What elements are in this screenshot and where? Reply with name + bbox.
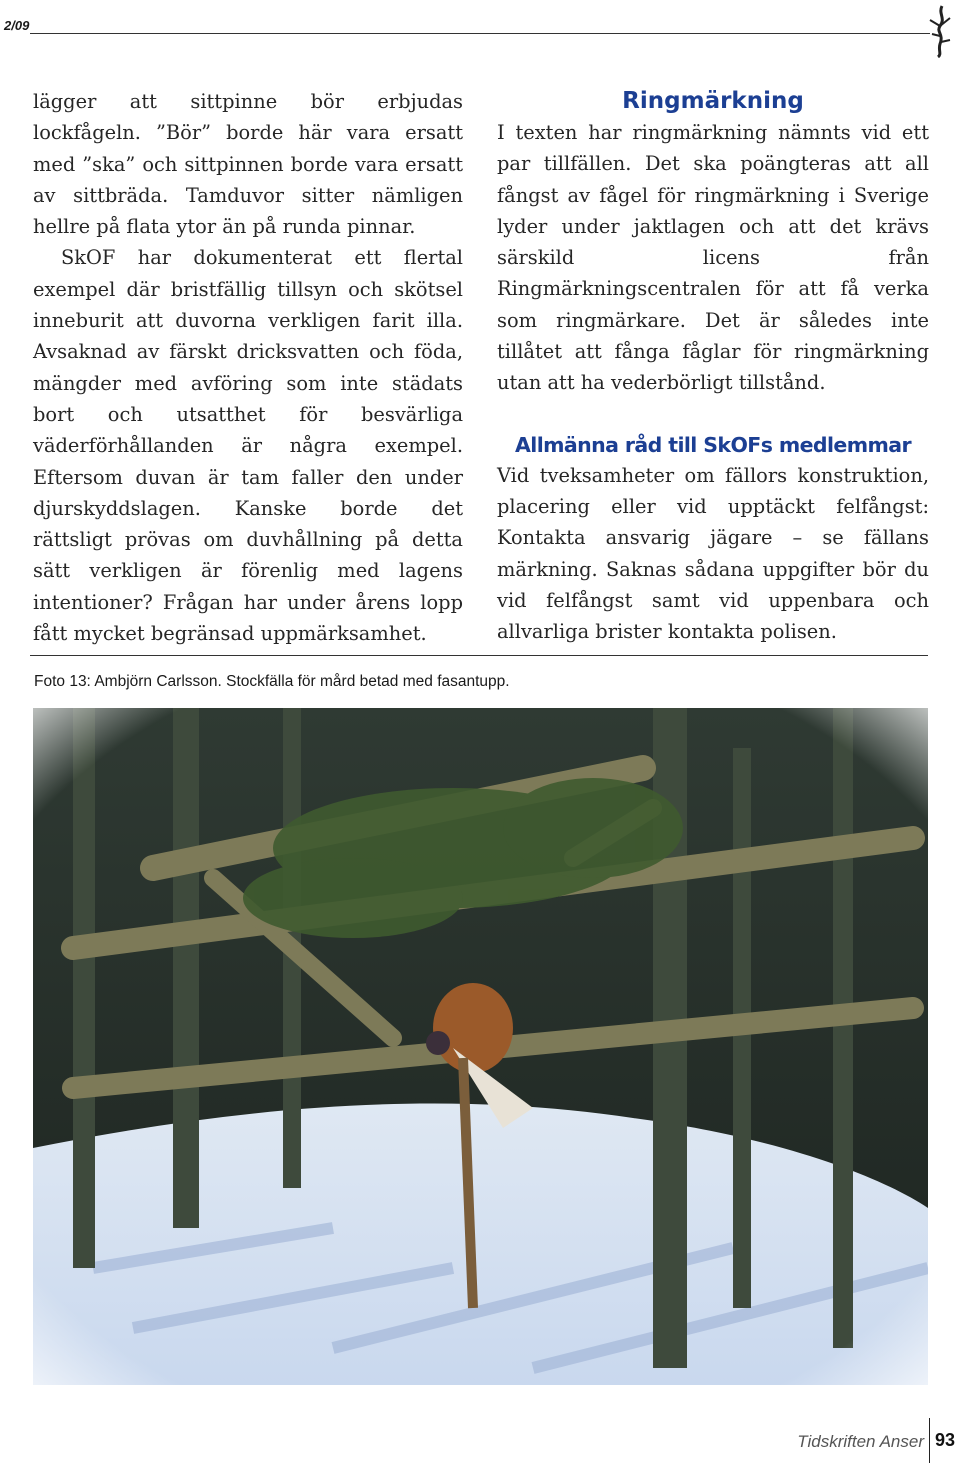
photo-caption: Foto 13: Ambjörn Carlsson. Stockfälla för mård betad med fasantupp. xyxy=(34,673,510,690)
issue-number: 2/09 xyxy=(4,18,30,33)
trap-photo xyxy=(33,708,928,1385)
heading-ringmarkning: Ringmärkning xyxy=(622,88,804,114)
right-paragraph-1: I texten har ringmärkning nämnts vid ett par tillfällen. Det ska poängteras att all fångst av fågel för ringmärkning i Sverige lyder under jaktlagen och att det krävs särskild licens från Ringmärkningscentralen för att få verka som ringmärkare. Det är således inte tillåtet att fånga fåglar för ringmärkning utan att ha vederbörligt tillstånd. xyxy=(497,121,929,395)
heading-allmanna-rad: Allmänna råd till SkOFs medlemmar xyxy=(515,432,911,457)
footer-divider xyxy=(929,1418,930,1463)
header-rule xyxy=(30,33,930,34)
left-paragraph-2: SkOF har dokumenterat ett flertal exempel där bristfällig tillsyn och skötsel inneburit att duvorna verkligen farit illa. Avsaknad av färskt dricksvatten och föda, mängder med avföring som inte städats bort och utsatthet för besvärliga väderförhållanden är några exempel. Eftersom duvan är tam faller den under djurskyddslagen. Kanske borde det rättsligt prövas om duvhållning på detta sätt verkligen är förenlig med lagens intentioner? Frågan har under årens lopp fått mycket begränsad uppmärksamhet. xyxy=(33,246,463,646)
right-column xyxy=(497,86,929,647)
left-column xyxy=(33,86,463,649)
page-number: 93 xyxy=(935,1430,956,1450)
photo-rule xyxy=(30,655,928,656)
magazine-name: Tidskriften Anser xyxy=(797,1432,924,1451)
bird-logo-icon xyxy=(928,4,954,58)
left-paragraph-1: lägger att sittpinne bör erbjudas lockfågeln. ”Bör” borde här vara ersatt med ”ska” och sittpinnen borde vara ersatt av sittbräda. Tamduvor sitter nämligen hellre på flata ytor än på runda pinnar. xyxy=(33,90,463,239)
right-paragraph-2: Vid tveksamheter om fällors konstruktion, placering eller vid upptäckt felfångst: Kontakta ansvarig jägare – se fällans märkning. Saknas sådana uppgifter bör du vid felfångst samt vid uppenbara och allvarliga brister kontakta polisen. xyxy=(497,463,929,644)
